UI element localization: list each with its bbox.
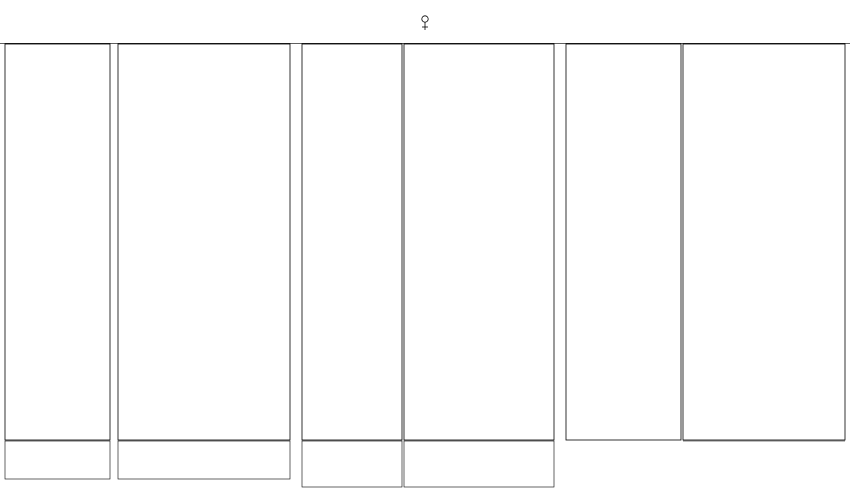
well-symbol-icon xyxy=(420,14,430,32)
well-header xyxy=(0,0,850,42)
log-panel xyxy=(0,43,850,489)
